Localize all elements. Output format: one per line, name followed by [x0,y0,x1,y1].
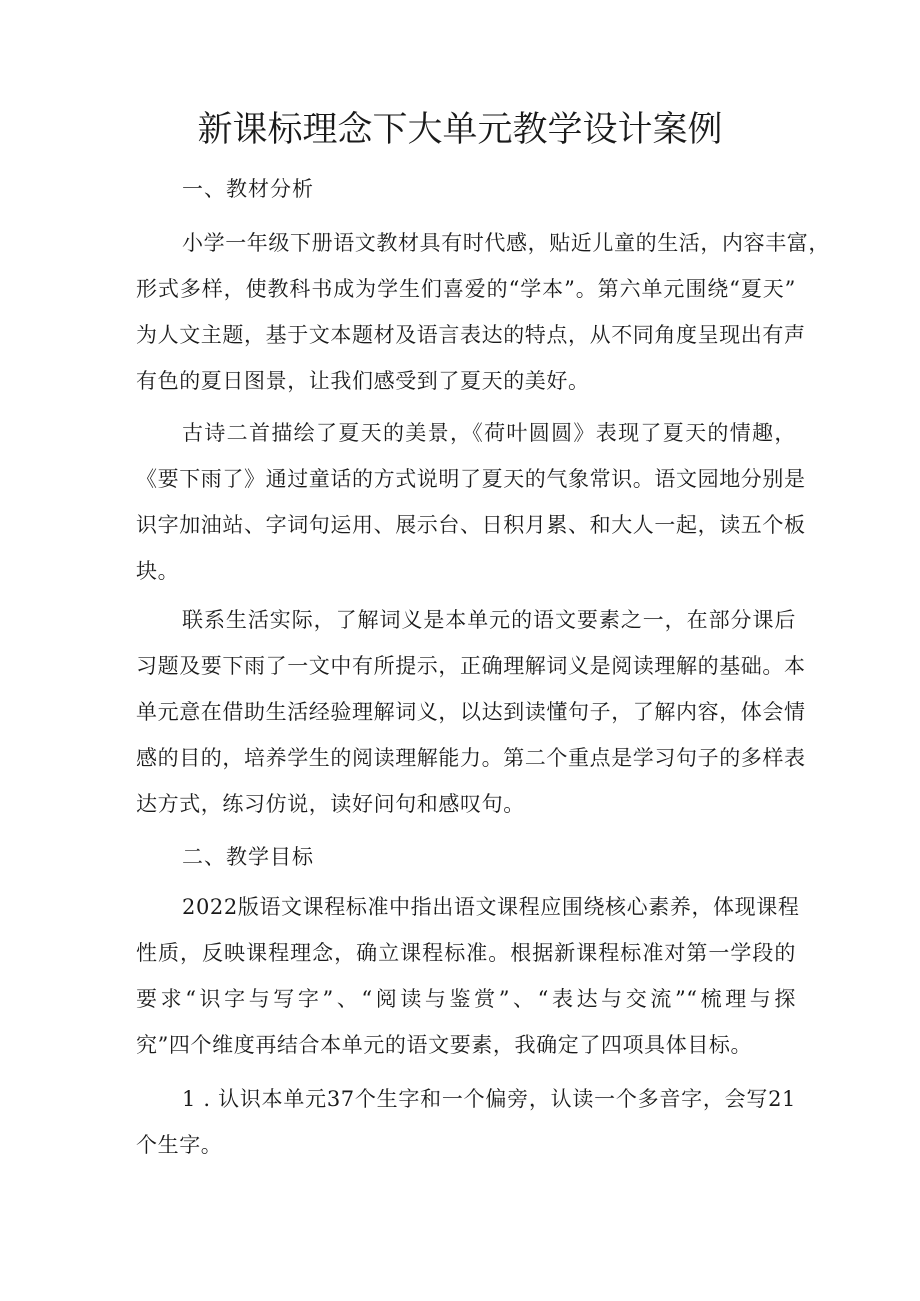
paragraph-materials-2 [136,410,806,594]
text-line: 究”四个维度再结合本单元的语文要素，我确定了四项具体目标。 [136,1033,753,1057]
document-title: 新课标理念下大单元教学设计案例 [197,110,723,150]
paragraph-materials-3 [136,597,806,827]
text-line: 性质，反映课程理念，确立课程标准。根据新课程标准对第一学段的 [136,941,796,965]
section-heading-materials: 一、教材分析 [182,177,314,201]
text-line: 古诗二首描绘了夏天的美景，《荷叶圆圆》表现了夏天的情趣， [182,421,796,445]
text-line: 个生字。 [136,1133,223,1157]
text-line: 习题及要下雨了一文中有所提示，正确理解词义是阅读理解的基础。本 [136,654,806,678]
text-line: 《要下雨了》通过童话的方式说明了夏天的气象常识。语文园地分别是 [136,467,806,491]
paragraph-objectives-1 [136,884,800,1068]
text-line: 识字加油站、字词句运用、展示台、日积月累、和大人一起，读五个板 [136,513,806,537]
section-heading-objectives: 二、教学目标 [182,845,314,869]
text-line: 要求“识字与写字”、“阅读与鉴赏”、“表达与交流”“梳理与探 [136,987,796,1011]
text-line: 单元意在借助生活经验理解词义，以达到读懂句子，了解内容，体会情 [136,700,806,724]
text-line: 为人文主题，基于文本题材及语言表达的特点，从不同角度呈现出有声 [136,323,806,347]
text-line: 1 . 认识本单元37个生字和一个偏旁，认读一个多音字，会写21 [182,1087,796,1111]
paragraph-materials-1 [136,220,830,404]
text-line: 有色的夏日图景，让我们感受到了夏天的美好。 [136,369,590,393]
text-line: 形式多样，使教科书成为学生们喜爱的“学本”。第六单元围绕“夏天” [136,277,796,301]
text-line: 感的目的，培养学生的阅读理解能力。第二个重点是学习句子的多样表 [136,746,806,770]
paragraph-objectives-2 [136,1076,796,1168]
text-line: 联系生活实际，了解词义是本单元的语文要素之一，在部分课后 [182,608,796,632]
text-line: 达方式，练习仿说，读好问句和感叹句。 [136,792,525,816]
text-line: 小学一年级下册语文教材具有时代感，贴近儿童的生活，内容丰富， [182,231,830,255]
text-line: 块。 [136,559,180,583]
text-line: 2022版语文课程标准中指出语文课程应围绕核心素养，体现课程 [182,895,800,919]
